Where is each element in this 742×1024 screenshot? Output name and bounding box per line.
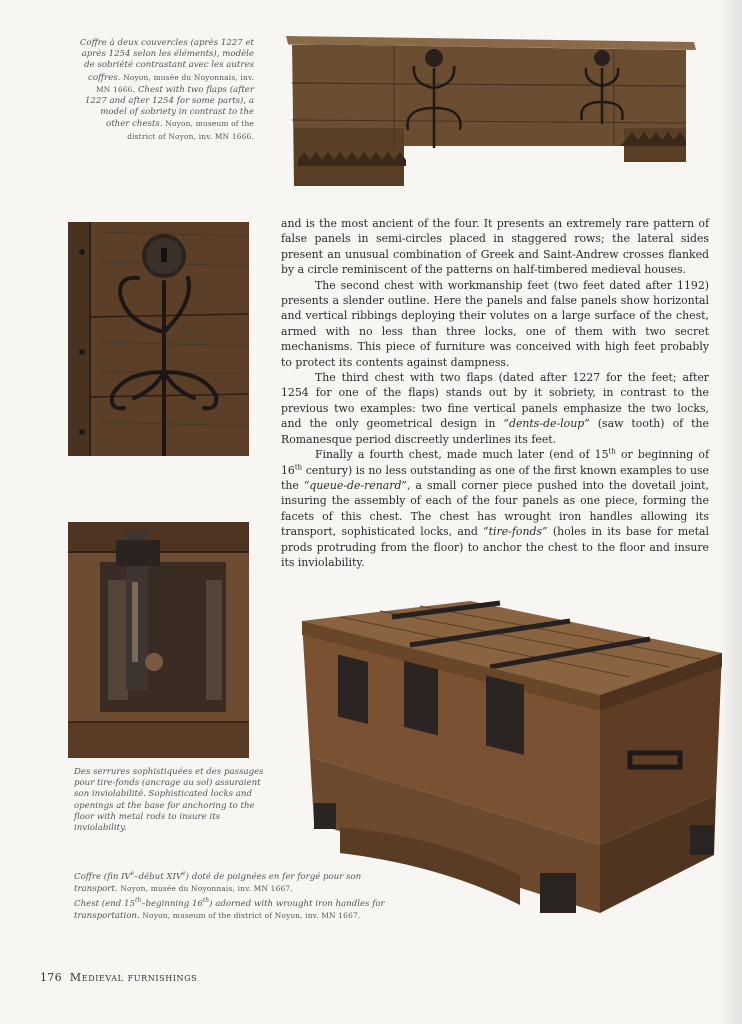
page-number: 176 [40,971,62,984]
caption-bottom-fr-sup-1: e [130,870,135,877]
caption-bottom-en-sup-1: th [134,897,142,905]
caption-locks [74,767,274,834]
page-edge [724,0,742,1024]
caption-top-fr-ref: Noyon, musée du Noyonnais, inv. MN 1666. [95,72,254,94]
caption-top [78,38,254,143]
caption-top-en-ref: Noyon, museum of the district of Noyon, inv. MN 1666. [127,119,254,141]
caption-locks-en: Sophisticated locks and openings at the base for anchoring to the floor with metal rods to insure its inviolability. [74,789,255,834]
caption-bottom-en-ref: Noyon, museum of the district of Noyon, inv. MN 1667. [142,911,361,921]
paragraph-3 [281,370,709,447]
caption-bottom-en-sup-2: th [202,897,210,905]
paragraph-4-text-e: (holes in its base for metal prods protruding from the floor) to anchor the chest to the floor and insure its inviolability. [281,525,709,569]
paragraph-4-text-a: Finally a fourth chest, made much later (end of 15 [315,448,609,462]
paragraph-3-term: “dents-de-loup” [503,417,590,431]
caption-top-fr: Coffre à deux couvercles (après 1227 et après 1254 selon les éléments), modèle de sobriété contrastant avec les autres coffres. [79,38,254,83]
caption-top-en: Chest with two flaps (after 1227 and after 1254 for some parts), a model of sobriety in contrast to the other chests. [84,84,254,130]
photo-ironwork-detail [68,222,249,456]
paragraph-4-text-b: or beginning of 16 [281,448,709,477]
caption-bottom-fr-c: ) doté de poignées en fer forgé pour son transport. [74,871,362,895]
paragraph-3-text-b: (saw tooth) of the Romanesque period discreetly underlines its feet. [281,417,709,446]
running-title: Medieval furnishings [69,971,198,984]
paragraph-2: The second chest with workmanship feet (two feet dated after 1192) presents a slender outline. Here the panels and false panels show horizontal and vertical ribbings deploying their volutes on a large surface of the chest, armed with no less than three locks, one of them with two secret mechanisms. This piece of furniture was conceived with high feet probably to protect its contents against dampness. [281,278,709,369]
caption-bottom-en-a: Chest (end 15 [74,899,135,910]
caption-bottom-en-c: ) adorned with wrought iron handles for transportation. [74,899,385,922]
photo-chest-two-flaps [284,28,698,190]
paragraph-4-text-c: century) is no less outstanding as one of the first known examples to use the [281,463,709,492]
photo-lock-detail [68,522,249,758]
paragraph-4-term-2: “tire-fonds” [483,525,548,539]
caption-bottom [74,868,404,923]
paragraph-3-text-a: The third chest with two flaps (dated after 1227 for the feet; after 1254 for one of the flaps) stands out by it sobriety, in contrast to the previous two examples: two fine vertical panels emphasize the two locks, and the only geometrical design in [281,371,709,431]
paragraph-1: and is the most ancient of the four. It presents an extremely rare pattern of false panels in semi-circles placed in staggered rows; the lateral sides present an unusual combination of Greek and Saint-Andrew crosses flanked by a circle reminiscent of the patterns on half-timbered medieval houses. [281,217,709,277]
caption-bottom-fr-b: –début XIV [134,871,183,882]
caption-bottom-en-b: –beginning 16 [141,899,203,910]
caption-bottom-fr-ref: Noyon, musée du Noyonnais, inv. MN 1667. [120,884,293,894]
page-footer [40,971,197,984]
caption-locks-fr: Des serrures sophistiquées et des passages pour tire-fonds (ancrage au sol) assuraient son inviolabilité. [74,767,264,800]
paragraph-4-sup-2: th [294,462,303,471]
paragraph-4-term-1: “queue-de-renard” [303,478,407,492]
paragraph-4-sup-1: th [608,447,616,456]
caption-bottom-fr-sup-2: e [182,870,186,877]
body-text [281,216,709,570]
paragraph-4 [281,447,709,570]
caption-bottom-fr-a: Coffre (fin IV [74,871,131,882]
paragraph-4-text-d: , a small corner piece pushed into the dovetail joint, insuring the assembly of each of the four panels as one piece, forming the facets of this chest. The chest has wrought iron handles allowing its transport, sophisticated locks, and [281,478,709,539]
